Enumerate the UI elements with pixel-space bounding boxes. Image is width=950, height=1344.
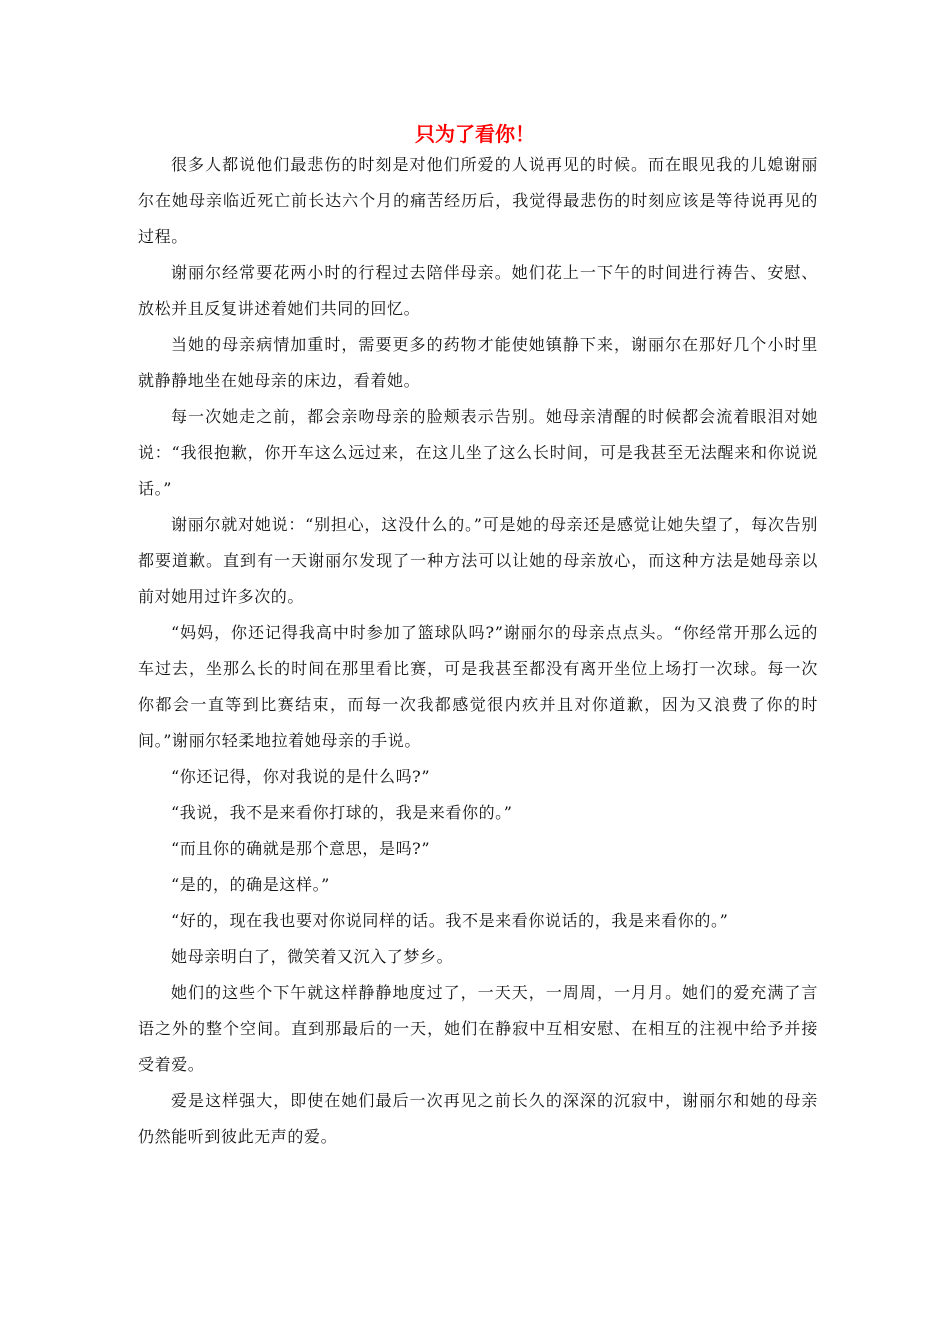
paragraph: 她们的这些个下午就这样静静地度过了，一天天，一周周，一月月。她们的爱充满了言语之外的整个空间。直到那最后的一天，她们在静寂中互相安慰、在相互的注视中给予并接受着爱。	[138, 983, 818, 1074]
paragraph: “我说，我不是来看你打球的，我是来看你的。”	[171, 803, 513, 822]
paragraph: 很多人都说他们最悲伤的时刻是对他们所爱的人说再见的时候。而在眼见我的儿媳谢丽尔在她母亲临近死亡前长达六个月的痛苦经历后，我觉得最悲伤的时刻应该是等待说再见的过程。	[138, 155, 818, 246]
paragraph: “好的，现在我也要对你说同样的话。我不是来看你说话的，我是来看你的。”	[171, 911, 729, 930]
document-title: 只为了看你！	[415, 122, 535, 146]
paragraph: “你还记得，你对我说的是什么吗?”	[171, 767, 431, 786]
paragraph: “而且你的确就是那个意思，是吗?”	[171, 839, 431, 858]
paragraph: 谢丽尔经常要花两小时的行程过去陪伴母亲。她们花上一下午的时间进行祷告、安慰、放松并且反复讲述着她们共同的回忆。	[138, 263, 818, 318]
document-body	[138, 147, 818, 1155]
paragraph: “妈妈，你还记得我高中时参加了篮球队吗?”谢丽尔的母亲点点头。“你经常开那么远的车过去，坐那么长的时间在那里看比赛，可是我甚至都没有离开坐位上场打一次球。每一次你都会一直等到比赛结束，而每一次我都感觉很内疚并且对你道歉，因为又浪费了你的时间。”谢丽尔轻柔地拉着她母亲的手说。	[138, 623, 818, 750]
paragraph: “是的，的确是这样。”	[171, 875, 330, 894]
paragraph: 爱是这样强大，即使在她们最后一次再见之前长久的深深的沉寂中，谢丽尔和她的母亲仍然能听到彼此无声的爱。	[138, 1091, 818, 1146]
paragraph: 谢丽尔就对她说：“别担心，这没什么的。”可是她的母亲还是感觉让她失望了，每次告别都要道歉。直到有一天谢丽尔发现了一种方法可以让她的母亲放心，而这种方法是她母亲以前对她用过许多次的。	[138, 515, 818, 606]
paragraph: 她母亲明白了，微笑着又沉入了梦乡。	[171, 947, 454, 966]
paragraph: 当她的母亲病情加重时，需要更多的药物才能使她镇静下来，谢丽尔在那好几个小时里就静静地坐在她母亲的床边，看着她。	[138, 335, 818, 390]
paragraph: 每一次她走之前，都会亲吻母亲的脸颊表示告别。她母亲清醒的时候都会流着眼泪对她说：“我很抱歉，你开车这么远过来，在这儿坐了这么长时间，可是我甚至无法醒来和你说说话。”	[138, 407, 818, 498]
